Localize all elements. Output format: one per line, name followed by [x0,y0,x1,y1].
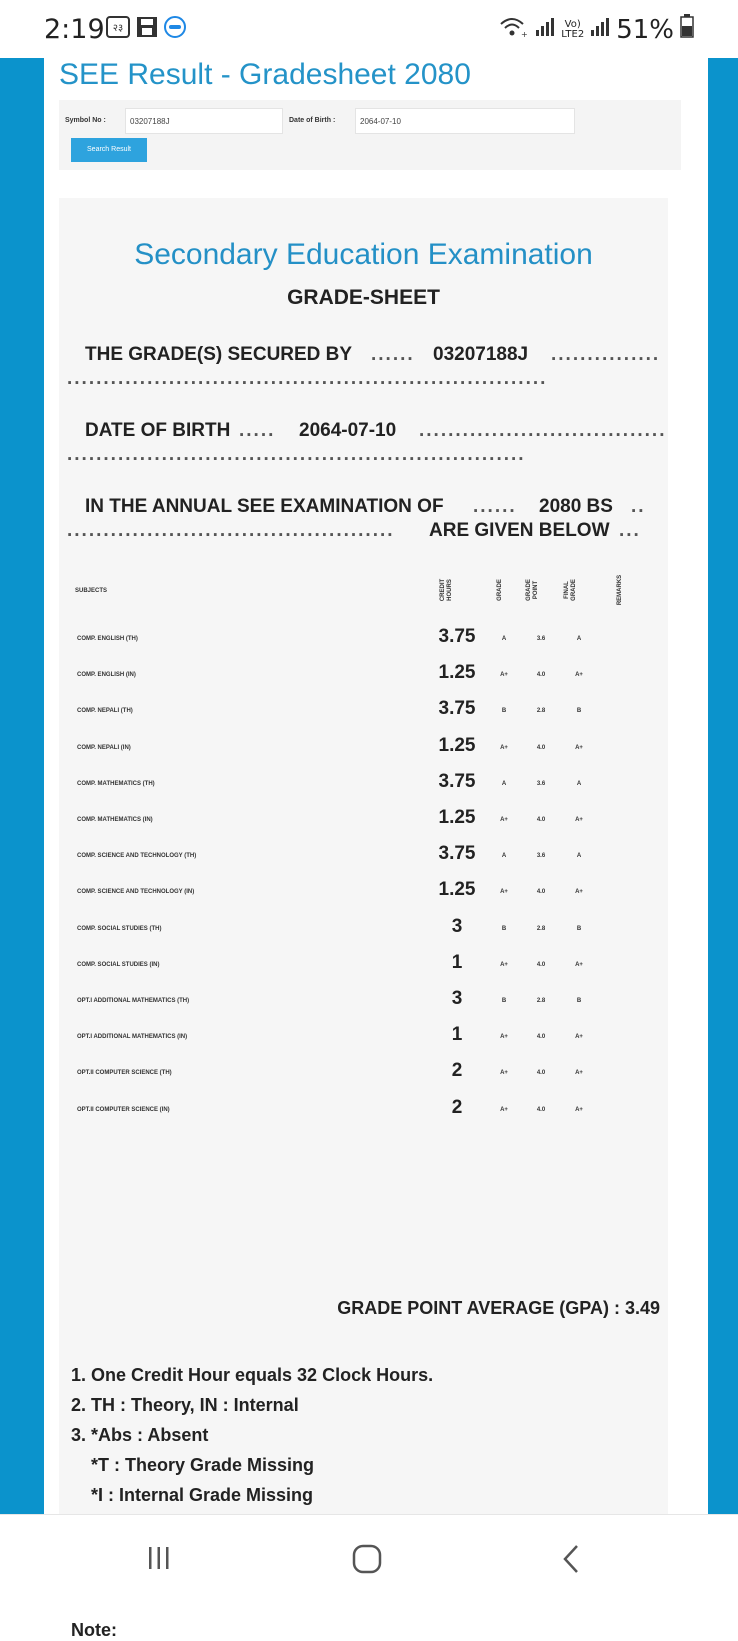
credit-hours: 2 [451,1096,463,1118]
grade-point: 4.0 [536,1034,546,1041]
grade-sheet [59,198,668,1640]
grade-point: 4.0 [536,1106,546,1113]
dob-label: Date of Birth : [289,117,336,124]
grade: A+ [500,889,508,896]
subject-name: COMP. SCIENCE AND TECHNOLOGY (IN) [77,889,195,896]
grade-point: 3.6 [536,636,546,642]
grade: A+ [500,1106,508,1113]
grade: A+ [500,672,508,679]
gpa-summary: GRADE POINT AVERAGE (GPA) : 3.49 [337,1298,660,1318]
grade: A+ [500,961,508,968]
final-grade: A+ [575,1034,583,1041]
note-item: 1. One Credit Hour equals 32 Clock Hours. [71,1365,434,1385]
credit-hours: 1.25 [438,879,476,901]
grade: A+ [500,1034,508,1041]
credit-hours: 3 [451,988,463,1009]
grade-point: 4.0 [536,1070,546,1077]
messenger-icon [164,16,186,38]
battery-level: 51% [616,14,674,45]
grade-point-header: GRADE POINT [526,579,539,601]
grade-header: GRADE [497,579,503,601]
credit-hours: 3.75 [438,770,476,792]
credit-hours: 1.25 [438,662,476,684]
grade: A+ [500,744,508,751]
dots: ...... [371,344,415,365]
remarks-header: REMARKS [617,574,623,606]
grade: B [501,925,507,932]
grade: A+ [500,817,508,823]
final-grade-header: FINAL GRADE [564,579,577,601]
note-item: 3. *Abs : Absent [71,1425,209,1445]
subject-name: COMP. ENGLISH (TH) [77,636,138,642]
subject-name: OPT.I ADDITIONAL MATHEMATICS (IN) [77,1034,188,1041]
grade-point: 2.8 [536,708,546,715]
table-row [59,839,668,875]
sim-icon [106,16,130,38]
final-grade: A+ [575,889,583,896]
grade: A [501,780,507,787]
sheet-subtitle: GRADE-SHEET [287,286,440,309]
table-row [59,731,668,767]
status-bar [0,0,738,58]
status-time: 2:19 [44,14,105,45]
table-row [59,622,668,658]
grade-point: 3.6 [536,780,546,787]
credit-hours: 3.75 [438,843,476,865]
dob-sheet-label: DATE OF BIRTH [85,420,231,441]
home-icon[interactable] [351,1543,383,1580]
final-grade: A+ [575,1106,583,1113]
note-item: 2. TH : Theory, IN : Internal [71,1395,299,1415]
page-content [44,58,708,1640]
dots: .................................................................. [67,368,548,389]
symbol-input[interactable]: 03207188J [125,108,283,134]
subjects-header: SUBJECTS [75,588,108,594]
grade: A [501,853,507,860]
credit-hours: 2 [451,1060,463,1082]
subject-name: COMP. MATHEMATICS (IN) [77,817,153,823]
final-grade: A [576,636,582,642]
dots: ............................................. [67,520,395,541]
recent-apps-icon[interactable] [146,1545,172,1576]
subject-name: COMP. SOCIAL STUDIES (TH) [77,925,162,932]
subject-name: COMP. NEPALI (IN) [77,744,131,751]
credit-hours: 1.25 [438,734,476,756]
grade-point: 3.6 [536,853,546,860]
credit-hours-header: CREDIT HOURS [440,578,453,602]
note-item: *T : Theory Grade Missing [91,1455,315,1475]
battery-icon [680,14,694,45]
table-row [59,1020,668,1056]
grade-point: 4.0 [536,889,546,896]
credit-hours: 1 [451,951,463,973]
table-row [59,767,668,803]
secured-by-label: THE GRADE(S) SECURED BY [85,344,353,365]
table-row [59,984,668,1020]
subject-name: COMP. SOCIAL STUDIES (IN) [77,961,160,968]
dob-input[interactable]: 2064-07-10 [355,108,575,134]
subject-name: COMP. SCIENCE AND TECHNOLOGY (TH) [77,853,197,860]
search-result-button[interactable]: Search Result [71,138,147,162]
dots: ............... [551,344,661,365]
signal-2-icon [590,15,610,45]
credit-hours: 3 [451,915,463,937]
grade-point: 4.0 [536,672,546,679]
note-item: *I : Internal Grade Missing [91,1485,314,1505]
credit-hours: 1.25 [438,807,476,828]
exam-label: IN THE ANNUAL SEE EXAMINATION OF [85,496,444,517]
table-row [59,1056,668,1092]
final-grade: A+ [575,672,583,679]
final-grade: A+ [575,961,583,968]
grade: A [501,636,507,642]
dots: .. [631,496,646,517]
dots: ... [619,520,641,541]
grade-point: 2.8 [536,925,546,932]
navigation-bar [0,1514,738,1601]
dob-sheet-value: 2064-07-10 [299,420,397,441]
credit-hours: 3.75 [438,698,476,720]
dots: .................................. [419,420,667,441]
final-grade: A [576,853,582,860]
dots: ..... [239,420,276,441]
secured-symbol: 03207188J [433,344,529,365]
back-icon[interactable] [560,1543,582,1580]
page-title: SEE Result - Gradesheet 2080 [59,58,471,91]
grade: B [501,998,507,1004]
table-row [59,948,668,984]
final-grade: B [576,998,582,1004]
subject-name: OPT.II COMPUTER SCIENCE (TH) [77,1070,172,1077]
final-grade: B [576,708,582,715]
signal-icon [535,15,555,45]
volte-icon: Vo) LTE2 [561,18,585,40]
final-grade: A [576,780,582,787]
subject-name: COMP. MATHEMATICS (TH) [77,780,155,787]
table-row [59,875,668,911]
subject-name: COMP. ENGLISH (IN) [77,672,136,679]
given-below: ARE GIVEN BELOW [429,520,610,541]
symbol-label: Symbol No : [65,117,106,124]
subject-name: COMP. NEPALI (TH) [77,708,133,715]
sheet-title: Secondary Education Examination [134,238,593,271]
table-row [59,694,668,730]
final-grade: A+ [575,744,583,751]
table-row [59,658,668,694]
exam-year: 2080 BS [539,496,613,517]
note-heading: Note: [71,1620,117,1640]
search-form [59,100,681,170]
credit-hours: 1 [451,1024,463,1046]
right-margin-bar [708,58,738,1514]
grade-point: 2.8 [536,998,546,1004]
dots: ............................................................... [67,444,526,465]
grade-point: 4.0 [536,961,546,968]
grade-point: 4.0 [536,817,546,823]
wifi-icon [499,15,529,45]
final-grade: A+ [575,817,583,823]
svg-text:+: + [521,29,528,39]
subject-name: OPT.I ADDITIONAL MATHEMATICS (TH) [77,998,190,1004]
svg-text:२३: २३ [112,23,124,34]
grade-point: 4.0 [536,744,546,751]
save-icon [136,16,158,38]
left-margin-bar [0,58,44,1514]
table-row [59,912,668,948]
subject-name: OPT.II COMPUTER SCIENCE (IN) [77,1106,170,1113]
dots: ...... [473,496,517,517]
grade: A+ [500,1070,508,1077]
grade: B [501,708,507,715]
credit-hours: 3.75 [438,626,476,647]
final-grade: B [576,925,582,932]
table-row [59,1093,668,1129]
table-row [59,803,668,839]
final-grade: A+ [575,1070,583,1077]
